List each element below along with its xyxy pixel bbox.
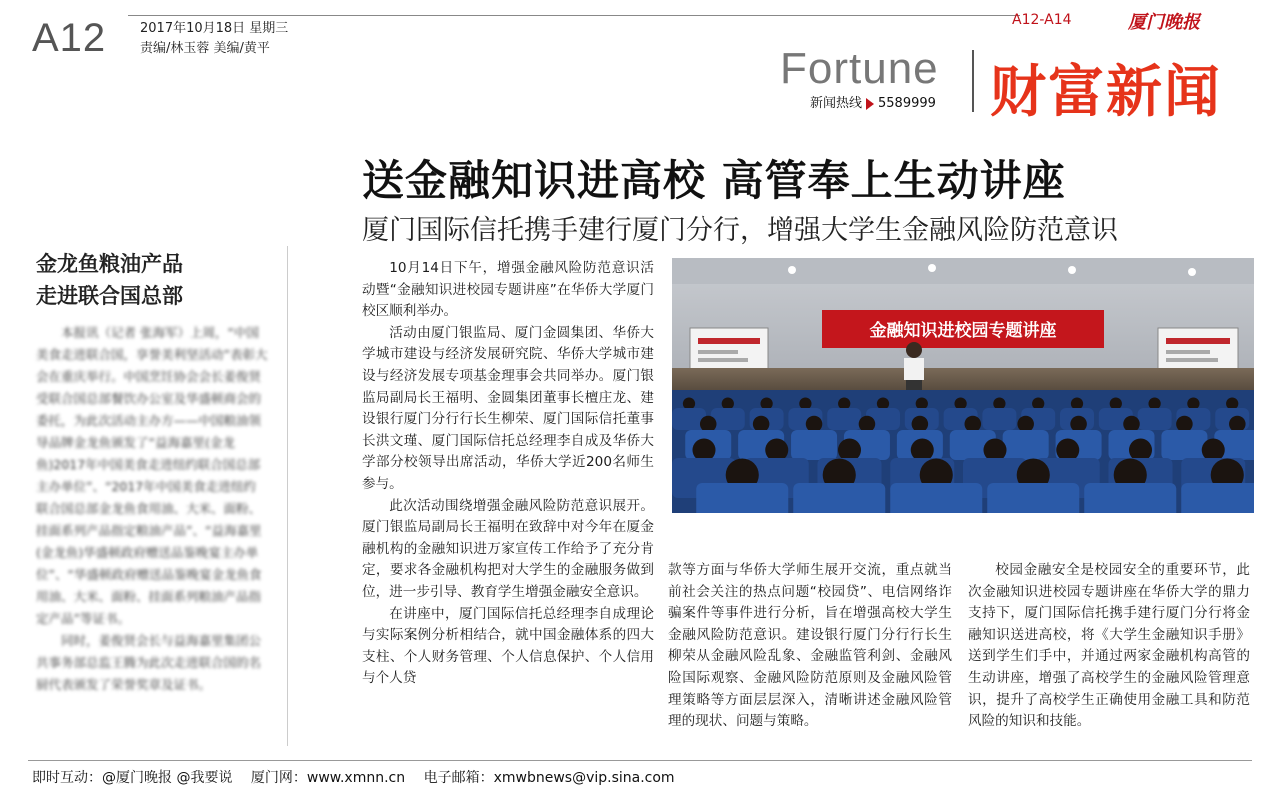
- lecture-photo: [672, 258, 1254, 513]
- sidebar-headline: [36, 248, 246, 312]
- article-paragraph: 10月14日下午，增强金融风险防范意识活动暨“金融知识进校园专题讲座”在华侨大学厦门校区顺利举办。: [362, 260, 654, 320]
- article-paragraph: 此次活动围绕增强金融风险防范意识展开。厦门银监局副局长王福明在致辞中对今年在厦金融机构的金融知识进万家宣传工作给予了充分肯定，要求各金融机构把对大学生的金融服务做到位，进一步引导、教育学生增强金融安全意识。: [362, 497, 654, 600]
- editors: 责编/林玉蓉 美编/黄平: [140, 41, 270, 56]
- page-footer: [32, 767, 689, 787]
- article-paragraph: 校园金融安全是校园安全的重要环节，此次金融知识进校园专题讲座在华侨大学的鼎力支持下，厦门国际信托携手建行厦门分行将金融知识送进高校，将《大学生金融知识手册》送到学生们手中，并通过两家金融机构高管的生动讲座，增强了高校学生的金融风险管理意识，提升了高校学生正确使用金融工具和防范风险的知识和技能。: [968, 562, 1250, 730]
- photo-banner-text: 金融知识进校园专题讲座: [869, 321, 1057, 341]
- article-headline: 送金融知识进高校 高管奉上生动讲座: [362, 156, 1066, 205]
- page-number: A12: [32, 16, 107, 60]
- article-subheadline: 厦门国际信托携手建行厦门分行，增强大学生金融风险防范意识: [362, 215, 1118, 246]
- issue-date: 2017年10月18日 星期三: [140, 21, 289, 36]
- section-title: 财富新闻: [990, 60, 1222, 125]
- article-column-2: [668, 560, 952, 733]
- newspaper-logo: 厦门晚报: [1128, 12, 1200, 33]
- column-divider: [287, 246, 288, 746]
- issue-meta: [140, 19, 288, 59]
- article-column-3: [968, 560, 1250, 733]
- sidebar-paragraph: 本报讯（记者 张海军）上周，“中国美食走进联合国，享誉美利坚活动”表彰大会在重庆举行。中国烹饪协会会长姜俊贤受联合国总部餐饮办公室及华盛顿商会的委托，为此次活动主办方——中国粮油领导品牌金龙鱼颁发了“益海嘉里(金龙鱼)2017年中国美食走进纽约联合国总部主办单位”、“2017年中国美食走进纽约联合国总部金龙鱼食用油、大米、面粉、挂面系列产品指定粮油产品”、“益海嘉里(金龙鱼)华盛顿政府赠送品鉴晚宴主办单位”、“华盛顿政府赠送品鉴晚宴金龙鱼食用油、大米、面粉、挂面系列粮油产品指定产品”等证书。: [36, 325, 268, 626]
- hotline-label: 新闻热线: [810, 96, 863, 111]
- sidebar-headline-line1: 金龙鱼粮油产品: [36, 252, 183, 276]
- footer-interact: 即时互动：@厦门晚报 @我要说: [32, 770, 233, 786]
- sidebar-paragraph: 同时，姜俊贤会长与益海嘉里集团公共事务部总监王腾为此次走进联合国的名厨代表颁发了荣誉奖章及证书。: [36, 633, 262, 692]
- section-range: A12-A14: [1012, 12, 1072, 28]
- hotline-number: 5589999: [878, 96, 936, 111]
- footer-rule: [28, 760, 1252, 761]
- fortune-label: Fortune: [780, 44, 939, 93]
- sidebar-headline-line2: 走进联合国总部: [36, 284, 183, 308]
- article-column-1: [362, 258, 654, 690]
- triangle-icon: [866, 98, 874, 110]
- lecture-photo-illustration: [672, 258, 1254, 513]
- header-divider: [972, 50, 974, 112]
- footer-website: 厦门网：www.xmnn.cn: [250, 770, 406, 786]
- sidebar-body: [36, 322, 268, 696]
- article-paragraph: 款等方面与华侨大学师生展开交流，重点就当前社会关注的热点问题“校园贷”、电信网络诈骗案件等事件进行分析，旨在增强高校大学生金融风险防范意识。建设银行厦门分行行长生柳荣从金融风险乱象、金融监管利剑、金融风险国际观察、金融风险防范原则及金融风险管理策略等方面层层深入，清晰讲述金融风险管理的现状、问题与策略。: [668, 562, 952, 730]
- article-paragraph: 在讲座中，厦门国际信托总经理李自成理论与实际案例分析相结合，就中国金融体系的四大支柱、个人财务管理、个人信息保护、个人信用与个人贷: [362, 605, 654, 687]
- news-hotline: [810, 92, 936, 111]
- footer-email: 电子邮箱：xmwbnews@vip.sina.com: [423, 770, 675, 786]
- article-paragraph: 活动由厦门银监局、厦门金圆集团、华侨大学城市建设与经济发展研究院、华侨大学城市建设与经济发展专项基金理事会共同举办。厦门银监局副局长王福明、金圆集团董事长檀庄龙、建设银行厦门分行行长生柳荣、厦门国际信托董事长洪文瑾、厦门国际信托总经理李自成及华侨大学部分校领导出席活动，华侨大学近200名师生参与。: [362, 324, 654, 492]
- header-rule: [128, 15, 1020, 16]
